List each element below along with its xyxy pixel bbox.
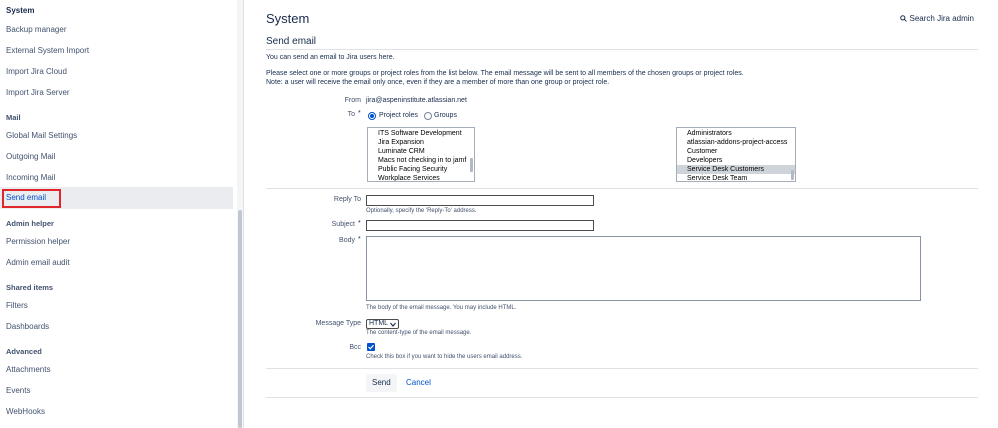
sidebar-section-shared-items: Shared items: [6, 283, 54, 292]
intro-text: You can send an email to Jira users here.: [266, 54, 395, 61]
page-title: System: [266, 11, 310, 26]
sidebar-item-events[interactable]: Events: [6, 386, 31, 395]
message-type-select[interactable]: [366, 319, 399, 329]
section-title: Send email: [266, 36, 317, 47]
sidebar: [0, 0, 244, 428]
reply-to-input[interactable]: [366, 195, 594, 206]
body-required-marker: *: [358, 236, 361, 243]
list-item[interactable]: Public Facing Security: [378, 166, 448, 173]
groups-label[interactable]: Groups: [434, 112, 457, 119]
divider: [266, 49, 978, 50]
body-hint: The body of the email message. You may include HTML.: [366, 305, 517, 311]
bcc-label: Bcc: [349, 344, 361, 351]
list-item[interactable]: Administrators: [687, 130, 732, 137]
sidebar-item-send-email-label[interactable]: Send email: [6, 193, 47, 202]
reply-to-hint: Optionally, specify the 'Reply-To' address.: [366, 208, 477, 214]
message-type-value: HTML: [369, 320, 389, 327]
project-roles-label[interactable]: Project roles: [379, 112, 418, 119]
list-item[interactable]: Luminate CRM: [378, 148, 425, 155]
groups-radio[interactable]: [424, 112, 432, 120]
message-type-label: Message Type: [315, 320, 361, 327]
list-item[interactable]: Customer: [687, 148, 718, 155]
sidebar-item-import-jira-server[interactable]: Import Jira Server: [6, 88, 70, 97]
bcc-checkbox[interactable]: [367, 343, 375, 351]
project-listbox-scrollbar[interactable]: [470, 158, 473, 172]
search-jira-admin-link[interactable]: [900, 14, 974, 23]
sidebar-item-external-system-import[interactable]: External System Import: [6, 46, 90, 55]
sidebar-item-permission-helper[interactable]: Permission helper: [6, 237, 71, 246]
body-textarea[interactable]: [366, 236, 921, 301]
sidebar-item-webhooks[interactable]: WebHooks: [6, 407, 45, 416]
sidebar-header: System: [6, 6, 35, 15]
message-type-hint: The content-type of the email message.: [366, 330, 472, 336]
list-item-selected[interactable]: Service Desk Customers: [677, 165, 795, 174]
cancel-button[interactable]: Cancel: [406, 378, 431, 387]
divider: [266, 368, 978, 369]
sidebar-item-global-mail-settings[interactable]: Global Mail Settings: [6, 131, 78, 140]
list-item[interactable]: Jira Expansion: [378, 139, 424, 146]
roles-listbox-scrollbar[interactable]: [791, 170, 794, 180]
divider: [266, 397, 978, 398]
list-item[interactable]: ITS Software Development: [378, 130, 462, 137]
bcc-hint: Check this box if you want to hide the users email address.: [366, 354, 523, 360]
subject-input[interactable]: [366, 220, 594, 231]
check-icon: [367, 343, 375, 351]
sidebar-item-incoming-mail[interactable]: Incoming Mail: [6, 173, 56, 182]
send-button[interactable]: Send: [366, 374, 397, 392]
from-value: jira@aspeninstitute.atlassian.net: [366, 97, 467, 104]
list-item[interactable]: Service Desk Team: [687, 175, 748, 182]
note-text: Note: a user will receive the email only once, even if they are a member of more than one group or project role.: [266, 79, 610, 86]
list-item[interactable]: Developers: [687, 157, 723, 164]
roles-listbox[interactable]: [676, 127, 796, 182]
body-label: Body: [339, 237, 355, 244]
sidebar-section-advanced: Advanced: [6, 347, 42, 356]
list-item[interactable]: Workplace Services: [378, 175, 440, 182]
to-label: To: [347, 111, 355, 118]
search-icon: [900, 15, 907, 22]
sidebar-item-import-jira-cloud[interactable]: Import Jira Cloud: [6, 67, 67, 76]
project-roles-radio[interactable]: [368, 112, 376, 120]
project-listbox[interactable]: [367, 127, 475, 182]
subject-required-marker: *: [358, 220, 361, 227]
sidebar-item-dashboards[interactable]: Dashboards: [6, 322, 50, 331]
sidebar-item-filters[interactable]: Filters: [6, 301, 28, 310]
description-text: Please select one or more groups or project roles from the list below. The email message will be sent to all members of the chosen groups or project roles.: [266, 70, 744, 77]
sidebar-section-mail: Mail: [6, 113, 21, 122]
reply-to-label: Reply To: [333, 196, 361, 203]
search-jira-admin-label: Search Jira admin: [909, 14, 974, 23]
divider: [266, 188, 978, 189]
sidebar-item-attachments[interactable]: Attachments: [6, 365, 51, 374]
from-label: From: [344, 97, 361, 104]
sidebar-item-outgoing-mail[interactable]: Outgoing Mail: [6, 152, 56, 161]
subject-label: Subject: [331, 221, 355, 228]
list-item[interactable]: atlassian-addons-project-access: [687, 139, 788, 146]
sidebar-item-admin-email-audit[interactable]: Admin email audit: [6, 258, 70, 267]
to-required-marker: *: [358, 110, 361, 117]
sidebar-item-backup-manager[interactable]: Backup manager: [6, 25, 67, 34]
chevron-down-icon: [390, 322, 396, 327]
list-item[interactable]: Macs not checking in to jamf: [378, 157, 467, 164]
sidebar-section-admin-helper: Admin helper: [6, 219, 54, 228]
sidebar-scrollbar-thumb[interactable]: [238, 210, 242, 428]
